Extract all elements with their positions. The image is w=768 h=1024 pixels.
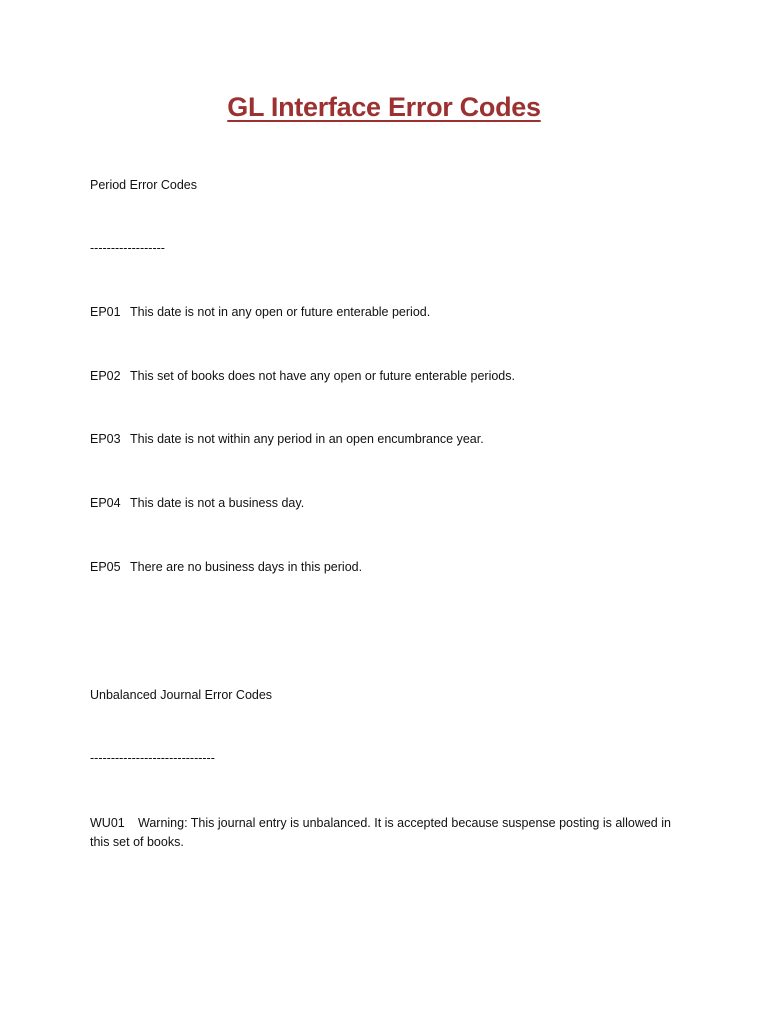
section-divider-unbalanced: ------------------------------ [90, 751, 215, 765]
section-heading-period: Period Error Codes [90, 178, 197, 192]
error-description: This set of books does not have any open or future enterable periods. [130, 369, 515, 383]
error-entry [90, 367, 515, 386]
error-entry [90, 494, 304, 513]
error-description: This date is not a business day. [130, 496, 305, 510]
section-divider-period: ------------------ [90, 241, 165, 255]
error-description: This date is not in any open or future enterable period. [130, 305, 431, 319]
error-entry [90, 430, 484, 449]
page-title: GL Interface Error Codes [227, 92, 541, 122]
error-code: EP04 [90, 496, 121, 510]
section-heading-unbalanced: Unbalanced Journal Error Codes [90, 688, 273, 702]
error-entry [90, 558, 362, 577]
error-description: There are no business days in this period. [130, 560, 363, 574]
error-code: EP03 [90, 432, 121, 446]
error-code: WU01 [90, 816, 125, 830]
error-code: EP05 [90, 560, 121, 574]
error-description: This date is not within any period in an open encumbrance year. [130, 432, 484, 446]
error-entry [90, 303, 430, 322]
error-entry [90, 814, 690, 852]
error-description: Warning: This journal entry is unbalanced. It is accepted because suspense posting is allowed in this set of books. [90, 816, 671, 849]
error-code: EP02 [90, 369, 121, 383]
error-code: EP01 [90, 305, 121, 319]
